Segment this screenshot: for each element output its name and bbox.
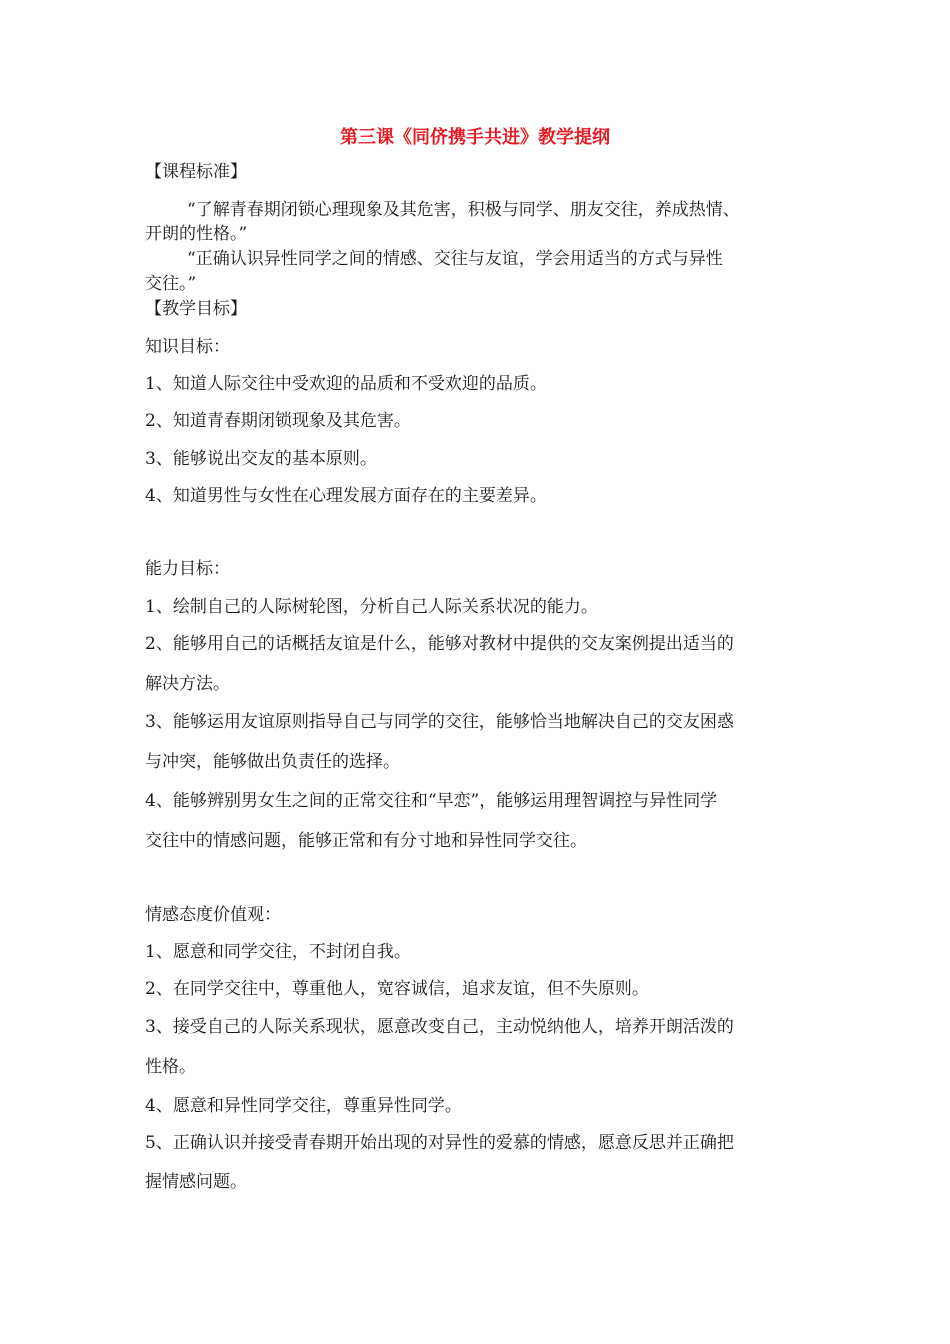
ability-item-2-line-1: 2、能够用自己的话概括友谊是什么，能够对教材中提供的交友案例提出适当的 — [145, 634, 734, 654]
ability-item-3-line-1: 3、能够运用友谊原则指导自己与同学的交往，能够恰当地解决自己的交友困惑 — [145, 712, 734, 732]
ability-item-1-line-1: 1、绘制自己的人际树轮图，分析自己人际关系状况的能力。 — [145, 597, 598, 617]
objectives-heading: 【教学目标】 — [145, 299, 247, 319]
curriculum-heading: 【课程标准】 — [145, 162, 247, 182]
curriculum-item-1-line-2: 开朗的性格。” — [145, 224, 248, 244]
curriculum-item-2-line-2: 交往。” — [145, 274, 197, 294]
ability-item-4-line-2: 交往中的情感问题，能够正常和有分寸地和异性同学交往。 — [145, 831, 587, 851]
attitude-item-5-line-1: 5、正确认识并接受青春期开始出现的对异性的爱慕的情感，愿意反思并正确把 — [145, 1133, 734, 1153]
knowledge-heading: 知识目标： — [145, 337, 230, 357]
ability-heading: 能力目标： — [145, 559, 230, 579]
attitude-item-3-line-1: 3、接受自己的人际关系现状，愿意改变自己，主动悦纳他人，培养开朗活泼的 — [145, 1017, 734, 1037]
attitude-item-1-line-1: 1、愿意和同学交往，不封闭自我。 — [145, 942, 411, 962]
knowledge-item-1: 1、知道人际交往中受欢迎的品质和不受欢迎的品质。 — [145, 374, 547, 394]
knowledge-item-4: 4、知道男性与女性在心理发展方面存在的主要差异。 — [145, 486, 547, 506]
page-title: 第三课《同侪携手共进》教学提纲 — [340, 127, 610, 148]
ability-item-4-line-1: 4、能够辨别男女生之间的正常交往和“早恋”，能够运用理智调控与异性同学 — [145, 791, 718, 811]
knowledge-item-2: 2、知道青春期闭锁现象及其危害。 — [145, 411, 411, 431]
attitude-item-2-line-1: 2、在同学交往中，尊重他人，宽容诚信，追求友谊，但不失原则。 — [145, 979, 649, 999]
knowledge-item-3: 3、能够说出交友的基本原则。 — [145, 449, 377, 469]
attitude-item-3-line-2: 性格。 — [145, 1057, 196, 1077]
attitude-heading: 情感态度价值观： — [145, 905, 281, 925]
curriculum-item-1-line-1: “了解青春期闭锁心理现象及其危害，积极与同学、朋友交往，养成热情、 — [187, 200, 740, 220]
attitude-item-5-line-2: 握情感问题。 — [145, 1172, 247, 1192]
attitude-item-4-line-1: 4、愿意和异性同学交往，尊重异性同学。 — [145, 1096, 462, 1116]
ability-item-2-line-2: 解决方法。 — [145, 674, 230, 694]
curriculum-item-2-line-1: “正确认识异性同学之间的情感、交往与友谊，学会用适当的方式与异性 — [187, 249, 723, 269]
ability-item-3-line-2: 与冲突，能够做出负责任的选择。 — [145, 752, 400, 772]
